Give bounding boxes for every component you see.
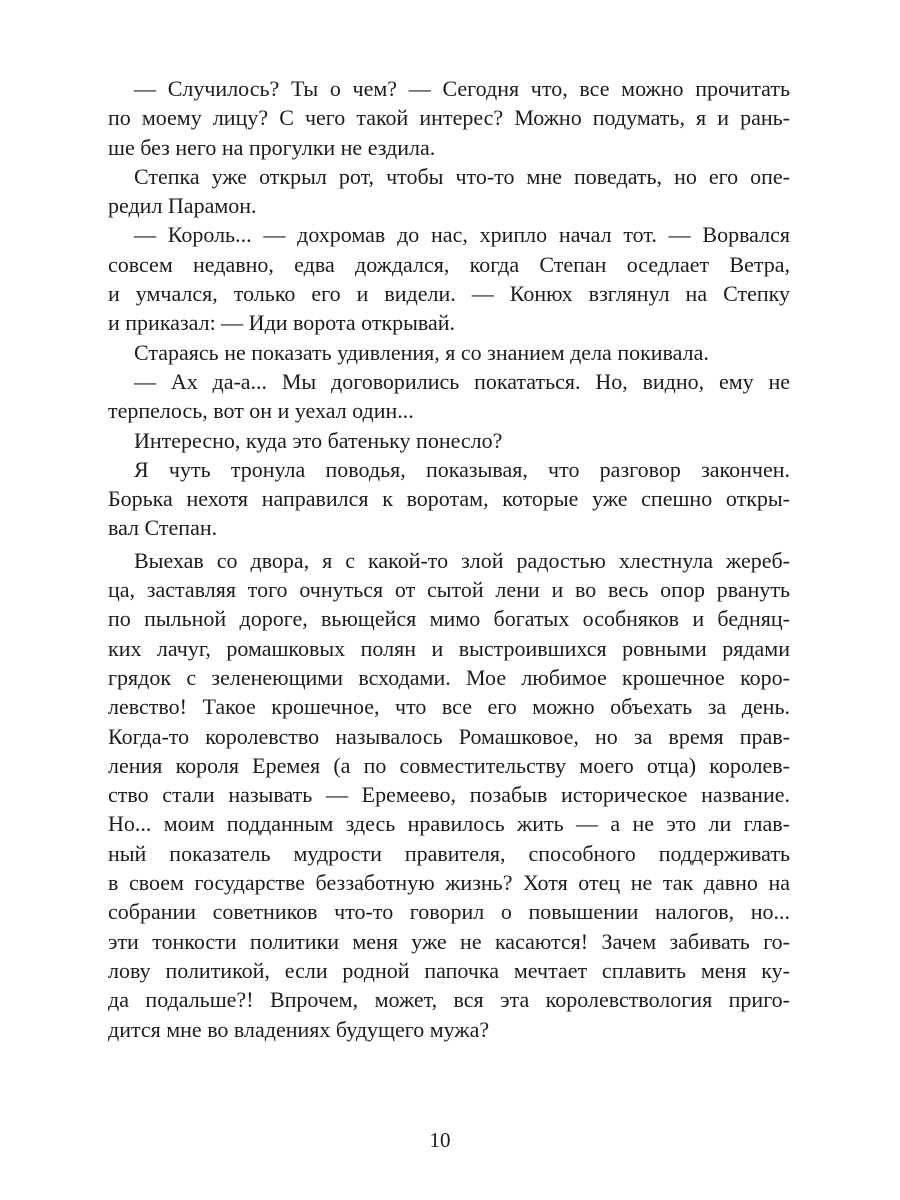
- text-line: терпелось, вот он и уехал один...: [108, 398, 414, 424]
- text-line: Борька нехотя направился к воротам, которые уже спешно откры-: [108, 486, 790, 512]
- text-line: грядок с зеленеющими всходами. Мое любимое крошечное коро-: [108, 664, 790, 690]
- page-number: 10: [429, 1128, 451, 1152]
- text-line: редил Парамон.: [108, 193, 257, 219]
- text-line: Стараясь не показать удивления, я со знанием дела покивала.: [134, 339, 709, 365]
- paragraph: [108, 426, 790, 455]
- text-line: — Случилось? Ты о чем? — Сегодня что, все можно прочитать: [134, 76, 790, 101]
- text-line: эти тонкости политики меня уже не касаются! Зачем забивать го-: [108, 928, 790, 954]
- text-line: Выехав со двора, я с какой-то злой радостью хлестнула жереб-: [134, 547, 790, 573]
- text-line: по пыльной дороге, вьющейся мимо богатых особняков и бедняц-: [108, 606, 790, 632]
- text-line: левство! Такое крошечное, что все его можно объехать за день.: [108, 694, 790, 720]
- text-line: ца, заставляя того очнуться от сытой лени и во весь опор рвануть: [108, 577, 790, 603]
- text-line: — Король... — дохромав до нас, хрипло начал тот. — Ворвался: [134, 222, 790, 248]
- text-line: в своем государстве беззаботную жизнь? Хотя отец не так давно на: [108, 870, 790, 896]
- text-line: по моему лицу? С чего такой интерес? Можно подумать, я и рань-: [108, 105, 790, 131]
- text-line: ство стали называть — Еремеево, позабыв историческое название.: [108, 782, 790, 808]
- text-line: Интересно, куда это батеньку понесло?: [134, 427, 503, 453]
- paragraph: [108, 546, 790, 1044]
- text-line: лову политикой, если родной папочка мечтает сплавить меня ку-: [108, 957, 790, 983]
- text-line: и умчался, только его и видели. — Конюх взглянул на Степку: [108, 281, 790, 307]
- text-line: Когда-то королевство называлось Ромашковое, но за время прав-: [108, 723, 790, 749]
- paragraph: [108, 455, 790, 543]
- text-line: — Ах да-а... Мы договорились покататься. Но, видно, ему не: [134, 368, 790, 394]
- body-text: [108, 74, 790, 1044]
- text-line: совсем недавно, едва дождался, когда Степан оседлает Ветра,: [108, 251, 790, 277]
- paragraph: [108, 74, 790, 162]
- paragraph: [108, 338, 790, 367]
- text-line: ше без него на прогулки не ездила.: [108, 134, 436, 160]
- text-line: Но... моим подданным здесь нравилось жить — а не это ли глав-: [108, 811, 790, 837]
- text-line: собрании советников что-то говорил о повышении налогов, но...: [108, 899, 790, 925]
- paragraph: [108, 220, 790, 337]
- text-line: вал Степан.: [108, 515, 218, 541]
- paragraph: [108, 162, 790, 221]
- text-line: и приказал: — Иди ворота открывай.: [108, 310, 456, 336]
- text-line: ких лачуг, ромашковых полян и выстроившихся ровными рядами: [108, 635, 790, 661]
- text-line: ный показатель мудрости правителя, способного поддерживать: [108, 840, 790, 866]
- text-line: ления короля Еремея (а по совместительству моего отца) королев-: [108, 752, 790, 778]
- text-line: дится мне во владениях будущего мужа?: [108, 1016, 490, 1042]
- text-line: да подальше?! Впрочем, может, вся эта королевствология приго-: [108, 987, 790, 1013]
- text-line: Степка уже открыл рот, чтобы что-то мне поведать, но его опе-: [134, 163, 790, 189]
- text-line: Я чуть тронула поводья, показывая, что разговор закончен.: [134, 456, 790, 482]
- paragraph: [108, 367, 790, 426]
